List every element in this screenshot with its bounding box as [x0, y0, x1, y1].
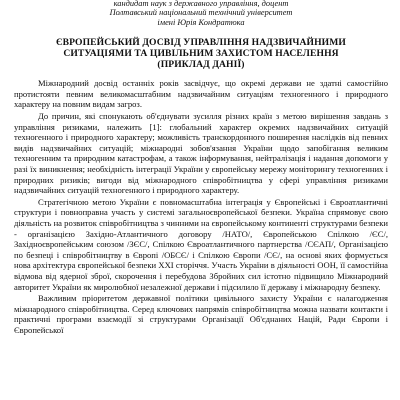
- title-line: (ПРИКЛАД ДАНІЇ): [157, 59, 245, 71]
- affiliation-line: кандидат наук з державного управління, доцент: [113, 0, 289, 8]
- body-paragraph: Стратегічною метою України є повномасштабна інтеграція у Європейські і Євроатлантичні структури і повноправна участь у системі загальноєвропейської безпеки. Україна спрямовує свою діяльність на розвиток співробітництва з чинними на європейському континенті структурами безпеки - організацією Західно-Атлантичного договору /НАТО/, Європейською Спілкою /ЄС/, Західноєвропейським союзом /ЗЄС/, Спілкою Євроатлантичного партнерства /СЄАП/, Організацією по безпеці і співробітництву в Європі /ОБСЄ/ і Спілкою Європи /СЄ/, на основі яких формується нова архітектура європейської безпеки ХХІ сторіччя. Участь України в діяльності ООН, її самостійна відмова від ядерної зброї, скорочення і перебудова Збройних сил істотно підвищило Міжнародний авторитет України як миролюбної незалежної держави і підсилило її державу і міжнародну безпеку.: [14, 196, 388, 292]
- title-line: ЄВРОПЕЙСЬКИЙ ДОСВІД УПРАВЛІННЯ НАДЗВИЧАЙНИМИ: [56, 37, 346, 49]
- body-paragraph: До причин, які спонукають об'єднувати зусилля різних країн з метою вирішення завдань з управління ризиками, належить [1]: глобальний характер окремих надзвичайних ситуацій техногенного і природного характеру; можливість транскордонного поширення наслідків від певних видів надзвичайних ситуацій; міжнародні зобов'язання України щодо запобігання великим техногенним та природним катастрофам, а також інформування, нейтралізація і надання допомоги у разі їх виникнення; необхідність інтеграції України у європейську мережу моніторингу техногенних і природних ризиків; вигоди від міжнародного співробітництва у сфері управління ризиками надзвичайних ситуацій техногенного і природного характеру.: [14, 111, 388, 196]
- body-paragraph: Важливим пріоритетом державної політики цивільного захисту України є налагодження міжнародного співробітництва. Серед ключових напрямів співробітництва можна назвати контакти і практичні програми взаємодії зі структурами Організації Об'єднаних Націй, Ради Європи і Європейської: [14, 293, 388, 335]
- author-affiliation: [14, 0, 388, 27]
- article-body: [14, 78, 388, 335]
- title-line: СИТУАЦІЯМИ ТА ЦИВІЛЬНИМ ЗАХИСТОМ НАСЕЛЕННЯ: [63, 48, 339, 60]
- body-paragraph: Міжнародний досвід останніх років засвідчує, що окремі держави не здатні самостійно протистояти певним великомасштабним надзвичайним ситуаціям техногенного і природного характеру на повним видам загроз.: [14, 78, 388, 110]
- article-title: [14, 37, 388, 70]
- affiliation-line: Полтавський національний технічний університет: [109, 8, 293, 18]
- affiliation-line: імені Юрія Кондратюка: [157, 17, 245, 27]
